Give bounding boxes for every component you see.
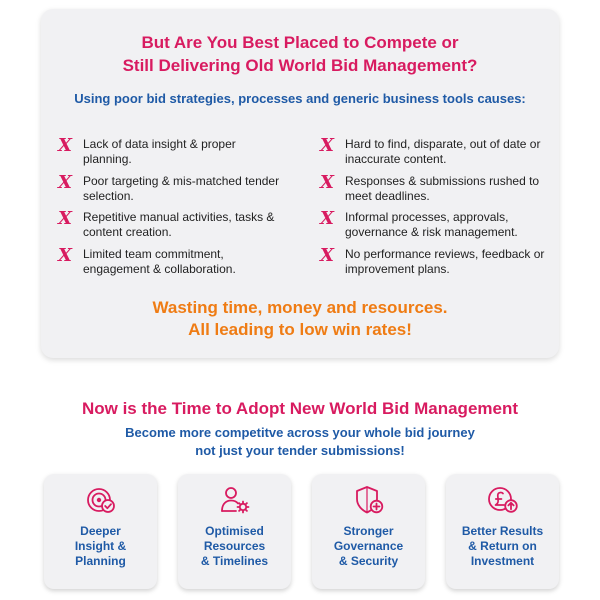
pound-growth-icon bbox=[487, 484, 519, 516]
benefit-label: Optimised Resources & Timelines bbox=[200, 524, 269, 568]
cross-icon: X bbox=[58, 208, 72, 229]
issue-text: No performance reviews, feedback or improvement plans. bbox=[345, 247, 545, 276]
conclusion-line-2: All leading to low win rates! bbox=[188, 320, 412, 339]
new-world-title: Now is the Time to Adopt New World Bid Management bbox=[81, 399, 519, 418]
issue-text: Repetitive manual activities, tasks & content creation. bbox=[83, 210, 275, 239]
benefit-card-resources bbox=[178, 474, 291, 589]
cross-icon: X bbox=[320, 245, 334, 266]
benefit-label: Stronger Governance & Security bbox=[333, 524, 404, 568]
issue-text: Responses & submissions rushed to meet deadlines. bbox=[345, 174, 540, 203]
new-world-subtitle-line-2: not just your tender submissions! bbox=[195, 443, 405, 458]
cross-icon: X bbox=[58, 245, 72, 266]
team-gear-icon bbox=[219, 484, 251, 516]
problems-subheading: Using poor bid strategies, processes and generic business tools causes: bbox=[74, 91, 526, 106]
benefit-card-results bbox=[446, 474, 559, 589]
cross-icon: X bbox=[320, 135, 334, 156]
issue-text: Limited team commitment, engagement & collaboration. bbox=[83, 247, 236, 276]
issue-text: Hard to find, disparate, out of date or inaccurate content. bbox=[345, 137, 541, 166]
benefit-label: Deeper Insight & Planning bbox=[74, 524, 127, 568]
cross-icon: X bbox=[320, 208, 334, 229]
benefit-label: Better Results & Return on Investment bbox=[461, 524, 544, 568]
issue-text: Informal processes, approvals, governance & risk management. bbox=[345, 210, 518, 239]
benefit-card-insight bbox=[44, 474, 157, 589]
cross-icon: X bbox=[58, 135, 72, 156]
issue-text: Poor targeting & mis-matched tender selection. bbox=[83, 174, 280, 203]
issue-text: Lack of data insight & proper planning. bbox=[83, 137, 236, 166]
headline-line-1: But Are You Best Placed to Compete or bbox=[141, 33, 459, 52]
target-check-icon bbox=[85, 484, 117, 516]
conclusion-line-1: Wasting time, money and resources. bbox=[152, 298, 448, 317]
headline-line-2: Still Delivering Old World Bid Management? bbox=[122, 56, 478, 75]
benefit-card-governance bbox=[312, 474, 425, 589]
new-world-subtitle-line-1: Become more competitve across your whole bid journey bbox=[125, 425, 475, 440]
cross-icon: X bbox=[58, 172, 72, 193]
shield-plus-icon bbox=[353, 484, 385, 516]
cross-icon: X bbox=[320, 172, 334, 193]
